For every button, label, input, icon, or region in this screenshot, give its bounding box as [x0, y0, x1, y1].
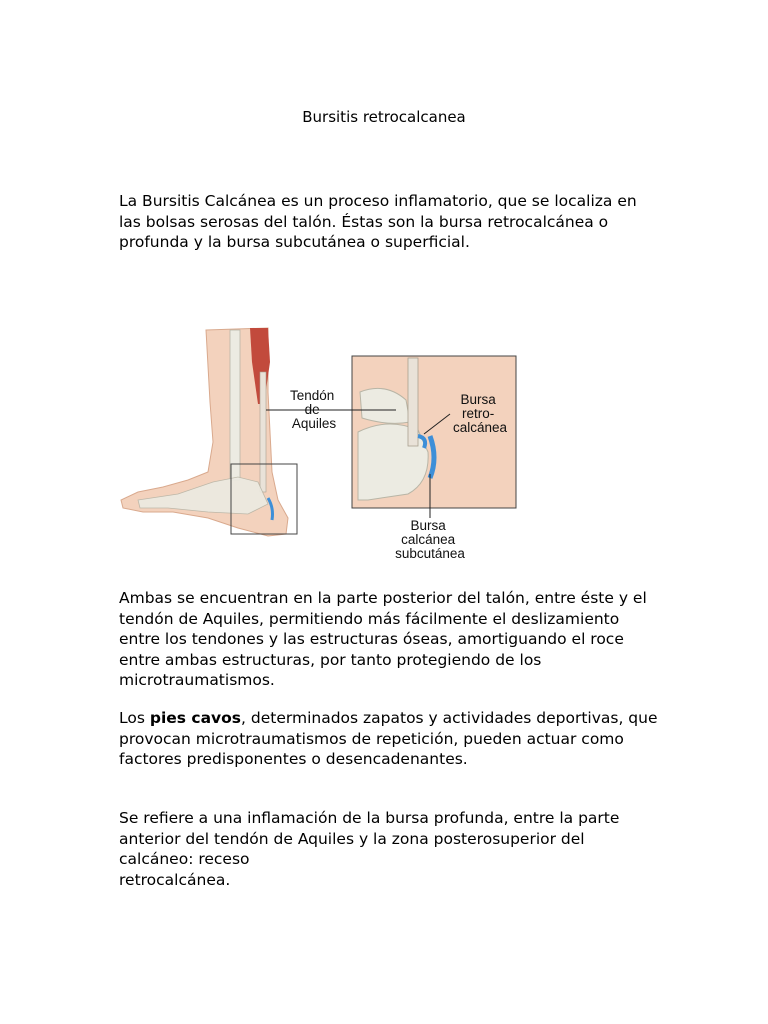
heel-anatomy-svg [118, 322, 518, 567]
heel-anatomy-illustration [118, 322, 518, 567]
tendon-label-line2: de [304, 402, 320, 417]
causes-bold-term: pies cavos [149, 709, 242, 727]
tendon-label-line3: Aquiles [291, 416, 337, 431]
achilles-tendon [260, 372, 266, 492]
definition-line1: Se refiere a una inflamación de la bursa profunda, entre la parte anterior del tendón de Aquiles y la zona posterosuperior del calcáneo: receso [119, 809, 620, 868]
tibia-bone [230, 330, 240, 480]
intro-paragraph: La Bursitis Calcánea es un proceso inflamatorio, que se localiza en las bolsas serosas del talón. Éstas son la bursa retrocalcánea o profunda y la bursa subcutánea o superficial. [119, 192, 637, 251]
definition-line2: retrocalcánea. [119, 870, 231, 889]
magnified-achilles [408, 358, 418, 446]
causes-prefix: Los [119, 709, 150, 727]
location-paragraph: Ambas se encuentran en la parte posterior del talón, entre éste y el tendón de Aquiles, permitiendo más fácilmente el deslizamiento entre los tendones y las estructuras óseas, amortiguando el roce entre ambas estructuras, por tanto protegiendo de los microtraumatismos. [119, 589, 647, 689]
definition-paragraph [119, 808, 659, 890]
bursa-sub-label-line1: Bursa [410, 518, 446, 533]
tendon-label-line1: Tendón [289, 388, 335, 403]
causes-paragraph [119, 708, 659, 770]
bursa-sub-label [395, 518, 465, 561]
bursa-sub-label-line3: subcutánea [395, 546, 465, 561]
bursa-retro-label-line1: Bursa [460, 392, 496, 407]
bursa-retro-label-line2: retro- [461, 406, 495, 421]
bursa-retro-label-line3: calcánea [452, 420, 508, 435]
causes-suffix: , determinados zapatos y actividades deportivas, que provocan microtraumatismos de repetición, pueden actuar como factores predisponentes o desencadenantes. [119, 709, 658, 768]
bursa-sub-label-line2: calcánea [401, 532, 456, 547]
page-title: Bursitis retrocalcanea [302, 108, 466, 126]
